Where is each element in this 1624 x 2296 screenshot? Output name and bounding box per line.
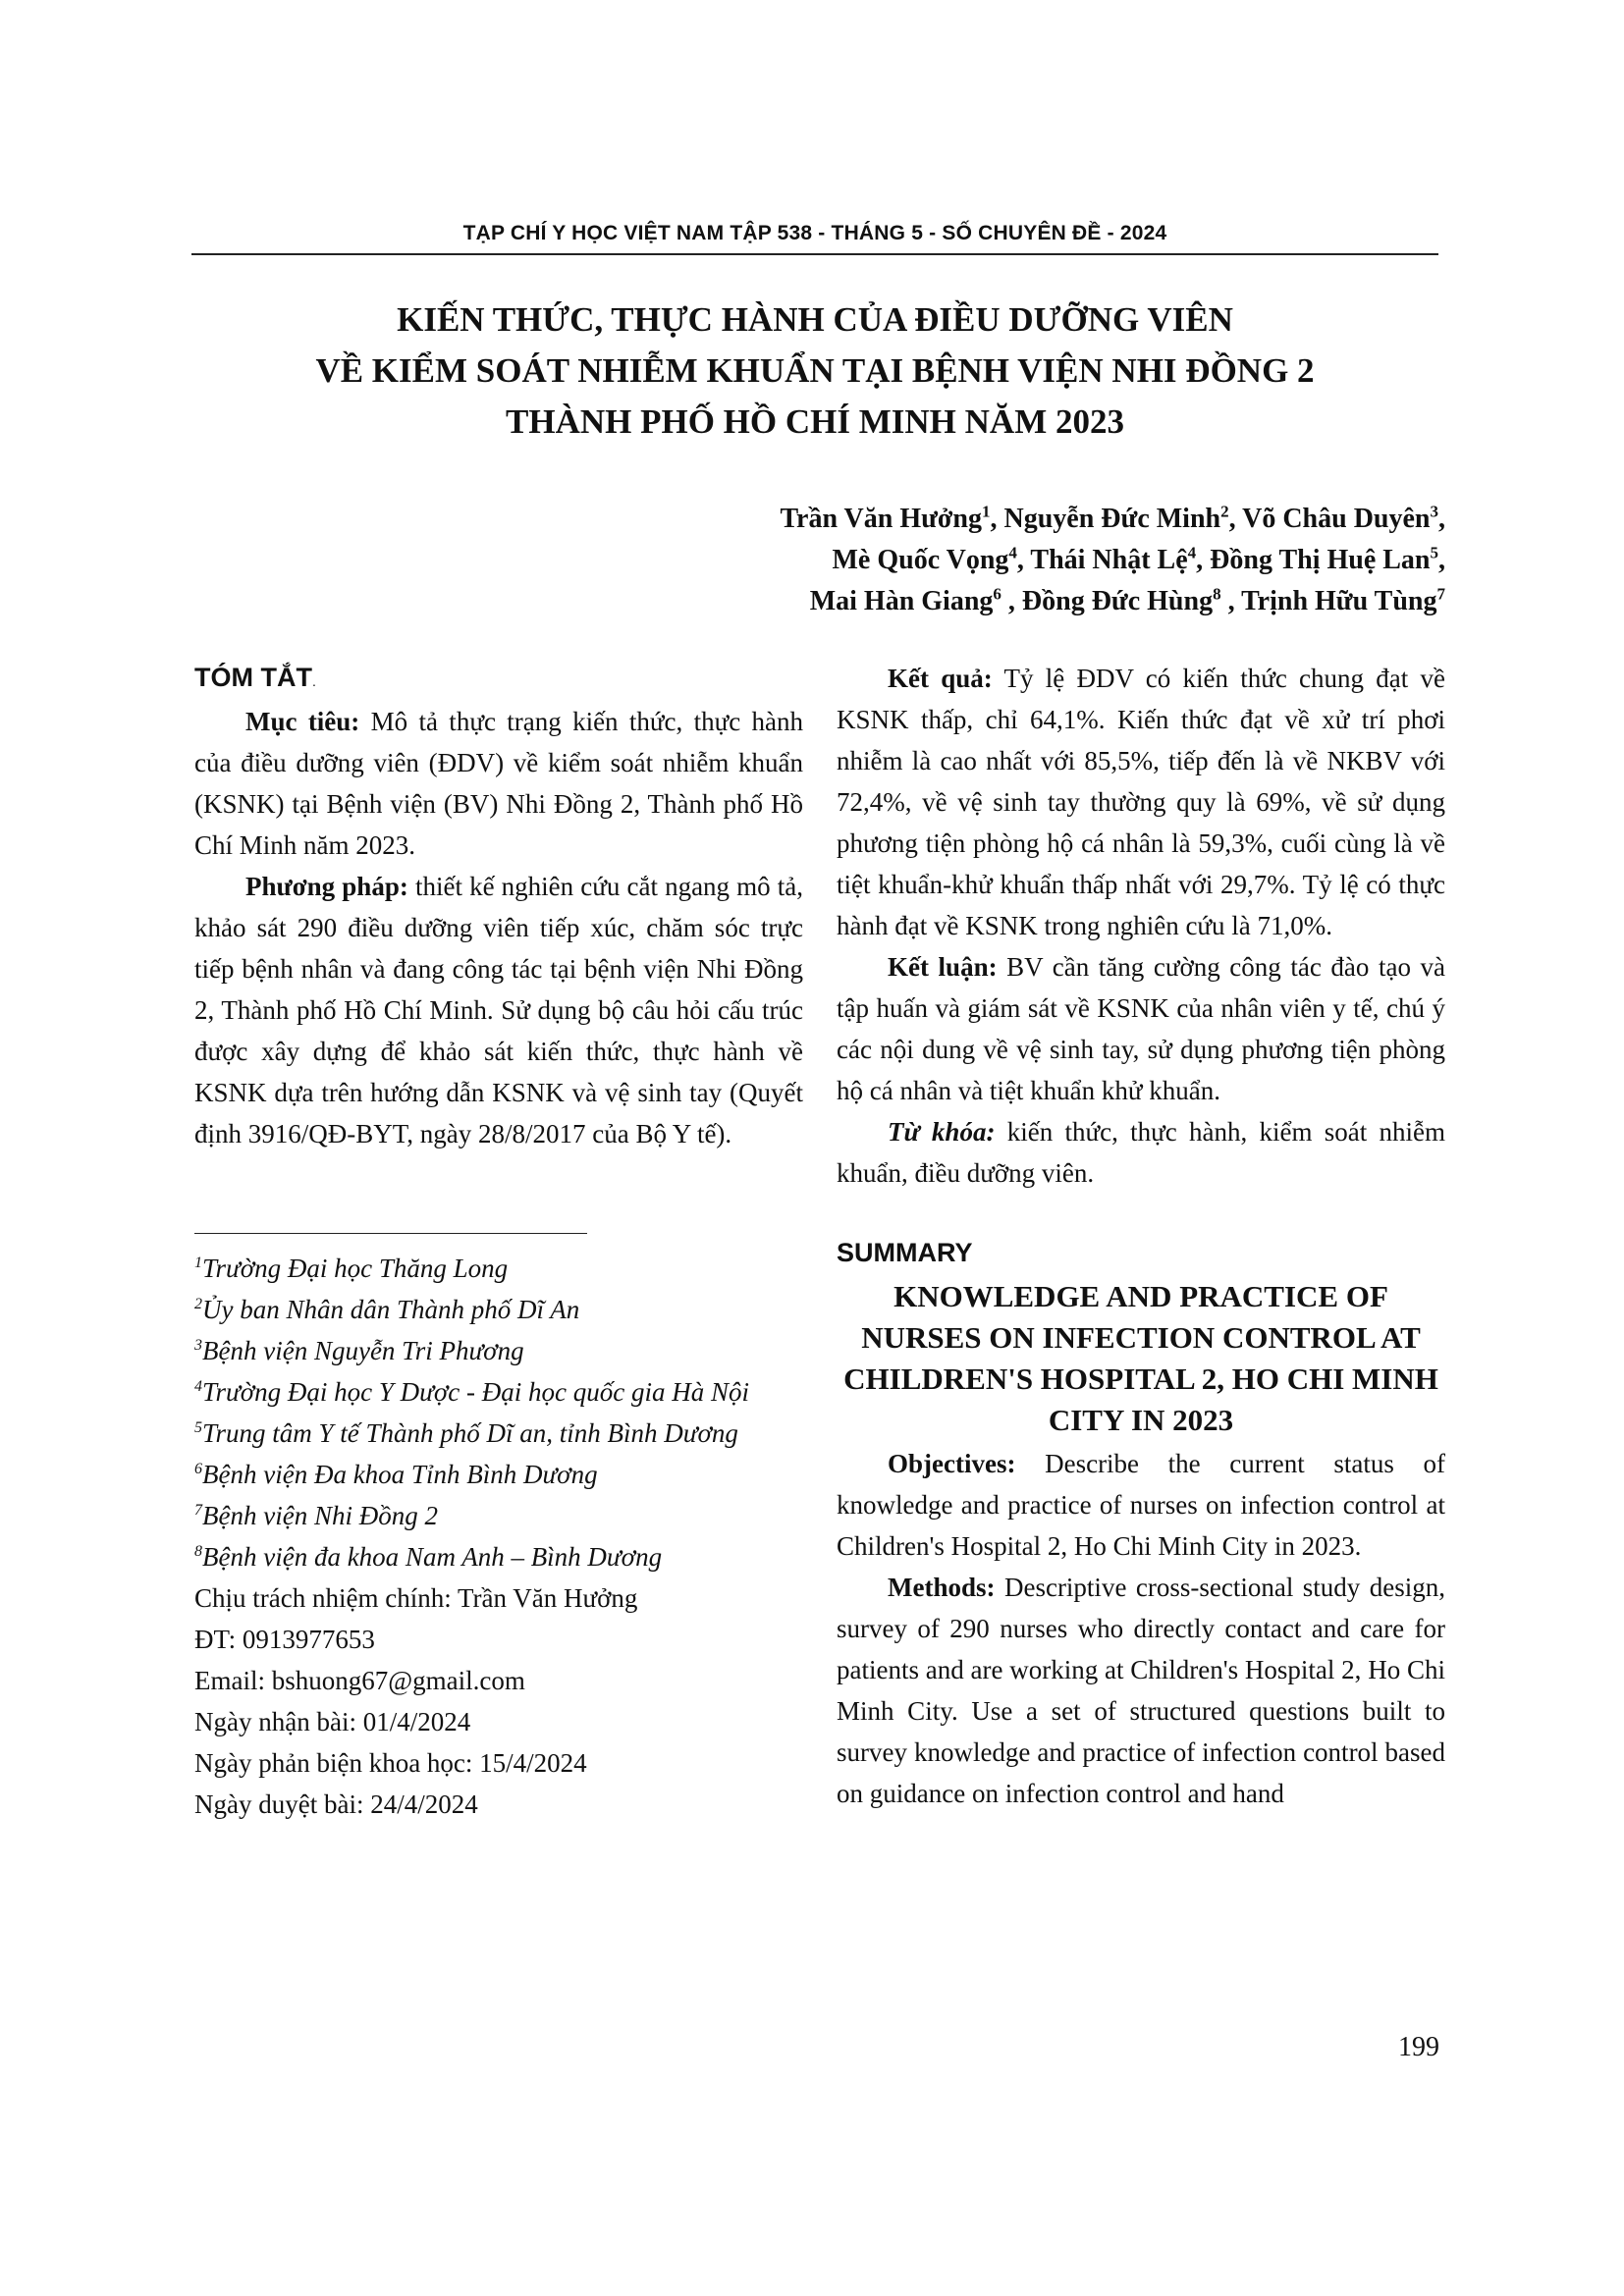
abstract-objective xyxy=(194,701,803,866)
author-affiliation-mark: 3 xyxy=(1430,502,1438,521)
affiliation-text: Bệnh viện Đa khoa Tỉnh Bình Dương xyxy=(202,1460,598,1489)
methods-text: thiết kế nghiên cứu cắt ngang mô tả, khảo sát 290 điều dưỡng viên tiếp xúc, chăm sóc trực tiếp bệnh nhân và đang công tác tại bệnh viện Nhi Đồng 2, Thành phố Hồ Chí Minh. Sử dụng bộ câu hỏi cấu trúc được xây dựng để khảo sát kiến thức, thực hành về KSNK dựa trên hướng dẫn KSNK và vệ sinh tay (Quyết định 3916/QĐ-BYT, ngày 28/8/2017 của Bộ Y tế). xyxy=(194,872,804,1148)
affiliation-text: Ủy ban Nhân dân Thành phố Dĩ An xyxy=(202,1295,580,1324)
footnote-mark: 1 xyxy=(194,1255,202,1271)
author-list xyxy=(780,499,1445,622)
footnote-mark: 5 xyxy=(194,1419,202,1436)
affiliation-text: Bệnh viện Nhi Đồng 2 xyxy=(202,1501,438,1530)
summary-methods xyxy=(837,1567,1445,1814)
footnote-mark: 2 xyxy=(194,1296,202,1312)
footnote-mark: 3 xyxy=(194,1337,202,1354)
affiliation-footnote xyxy=(194,1248,803,1289)
footnote-mark: 6 xyxy=(194,1461,202,1477)
author-affiliation-mark: 5 xyxy=(1430,543,1438,562)
summary-methods-text: Descriptive cross-sectional study design, survey of 290 nurses who directly contact and care for patients and are working at Children's Hospital 2, Ho Chi Minh City. Use a set of structured questions built to survey knowledge and practice of infection control based on guidance on infection control and hand xyxy=(837,1573,1446,1808)
phone-number: ĐT: 0913977653 xyxy=(194,1625,375,1654)
affiliation-text: Bệnh viện Nguyễn Tri Phương xyxy=(202,1336,524,1365)
summary-objectives xyxy=(837,1443,1445,1567)
summary-title: KNOWLEDGE AND PRACTICE OF NURSES ON INFECTION CONTROL AT CHILDREN'S HOSPITAL 2, HO CHI MINH CITY IN 2023 xyxy=(843,1279,1438,1437)
author-line: Mai Hàn Giang$^6$ , Đồng Đức Hùng$^8$ , Trịnh Hữu Tùng$^7$ xyxy=(809,584,1445,616)
footnote-mark: 4 xyxy=(194,1378,202,1395)
journal-header: TẠP CHÍ Y HỌC VIỆT NAM TẬP 538 - THÁNG 5 - SỐ CHUYÊN ĐỀ - 2024 xyxy=(462,222,1167,244)
affiliation-footnote xyxy=(194,1330,803,1371)
author-line: Mè Quốc Vọng$^4$, Thái Nhật Lệ$^4$, Đồng Thị Huệ Lan$^5$, xyxy=(832,543,1445,575)
title-line: KIẾN THỨC, THỰC HÀNH CỦA ĐIỀU DƯỠNG VIÊN xyxy=(397,300,1233,339)
affiliation-footnote xyxy=(194,1536,803,1577)
abstract-heading: TÓM TẮT. xyxy=(194,663,316,692)
article-title xyxy=(191,294,1438,448)
email-address: Email: bshuong67@gmail.com xyxy=(194,1666,525,1695)
author-name: Đồng Đức Hùng xyxy=(1021,586,1214,616)
affiliation-footnote xyxy=(194,1454,803,1495)
keywords-label: Từ khóa: xyxy=(888,1117,996,1147)
author-affiliation-mark: 7 xyxy=(1436,584,1445,604)
summary-objectives-text: Describe the current status of knowledge and practice of nurses on infection control at Children's Hospital 2, Ho Chi Minh City in 2023. xyxy=(837,1449,1445,1561)
abstract-conclusion xyxy=(837,946,1445,1111)
affiliation-footnote xyxy=(194,1413,803,1454)
author-name: Thái Nhật Lệ xyxy=(1030,545,1188,575)
right-column xyxy=(837,658,1445,1814)
author-affiliation-mark: 8 xyxy=(1213,584,1221,604)
author-affiliation-mark: 4 xyxy=(1008,543,1017,562)
keywords-text: kiến thức, thực hành, kiểm soát nhiễm khuẩn, điều dưỡng viên. xyxy=(837,1117,1445,1188)
author-name: Trần Văn Hưởng xyxy=(780,504,982,534)
author-name: Đồng Thị Huệ Lan xyxy=(1210,545,1431,575)
affiliation-text: Trung tâm Y tế Thành phố Dĩ an, tỉnh Bình Dương xyxy=(202,1418,738,1448)
author-affiliation-mark: 4 xyxy=(1187,543,1197,562)
affiliation-text: Trường Đại học Y Dược - Đại học quốc gia Hà Nội xyxy=(202,1377,750,1407)
page-number: 199 xyxy=(1398,2032,1439,2062)
title-line: THÀNH PHỐ HỒ CHÍ MINH NĂM 2023 xyxy=(506,402,1124,441)
author-affiliation-mark: 6 xyxy=(993,584,1001,604)
affiliation-footnote xyxy=(194,1495,803,1536)
date-accepted: Ngày duyệt bài: 24/4/2024 xyxy=(194,1789,478,1819)
objective-text: Mô tả thực trạng kiến thức, thực hành của điều dưỡng viên (ĐDV) về kiểm soát nhiễm khuẩn (KSNK) tại Bệnh viện (BV) Nhi Đồng 2, Thành phố Hồ Chí Minh năm 2023. xyxy=(194,707,804,860)
footnote-mark: 7 xyxy=(194,1502,202,1519)
footnote-mark: 8 xyxy=(194,1543,202,1560)
author-affiliation-mark: 1 xyxy=(982,502,991,521)
conclusion-label: Kết luận: xyxy=(888,952,998,982)
author-name: Trịnh Hữu Tùng xyxy=(1241,586,1437,616)
author-affiliation-mark: 2 xyxy=(1220,502,1229,521)
conclusion-text: BV cần tăng cường công tác đào tạo và tập huấn và giám sát về KSNK của nhân viên y tế, chú ý các nội dung về vệ sinh tay, sử dụng phương tiện phòng hộ cá nhân và tiệt khuẩn khử khuẩn. xyxy=(837,952,1445,1105)
author-name: Mai Hàn Giang xyxy=(809,586,994,616)
author-name: Võ Châu Duyên xyxy=(1242,504,1431,534)
abstract-methods xyxy=(194,866,803,1154)
affiliation-text: Bệnh viện đa khoa Nam Anh – Bình Dương xyxy=(202,1542,663,1572)
title-line: VỀ KIỂM SOÁT NHIỄM KHUẨN TẠI BỆNH VIỆN NHI ĐỒNG 2 xyxy=(315,351,1315,390)
author-name: Mè Quốc Vọng xyxy=(832,545,1009,575)
header-rule xyxy=(191,253,1438,255)
footnote-rule xyxy=(194,1233,587,1234)
author-name: Nguyễn Đức Minh xyxy=(1003,504,1221,534)
results-text: Tỷ lệ ĐDV có kiến thức chung đạt về KSNK thấp, chỉ 64,1%. Kiến thức đạt về xử trí phơi nhiễm là cao nhất với 85,5%, tiếp đến là về NKBV với 72,4%, về vệ sinh tay thường quy là 69%, về sử dụng phương tiện phòng hộ cá nhân là 59,3%, cuối cùng là về tiệt khuẩn-khử khuẩn thấp nhất với 29,7%. Tỷ lệ có thực hành đạt về KSNK trong nghiên cứu là 71,0%. xyxy=(837,664,1446,940)
methods-label: Phương pháp: xyxy=(245,872,408,901)
left-column xyxy=(194,658,803,1825)
abstract-keywords xyxy=(837,1111,1445,1194)
corresponding-author: Chịu trách nhiệm chính: Trần Văn Hưởng xyxy=(194,1583,638,1613)
affiliation-footnote xyxy=(194,1371,803,1413)
summary-methods-label: Methods: xyxy=(888,1573,996,1602)
date-reviewed: Ngày phản biện khoa học: 15/4/2024 xyxy=(194,1748,587,1778)
author-line: Trần Văn Hưởng$^1$, Nguyễn Đức Minh$^2$, Võ Châu Duyên$^3$, xyxy=(780,502,1445,534)
affiliation-footnote xyxy=(194,1289,803,1330)
abstract-results xyxy=(837,658,1445,946)
summary-heading: SUMMARY xyxy=(837,1238,973,1267)
date-received: Ngày nhận bài: 01/4/2024 xyxy=(194,1707,471,1736)
objective-label: Mục tiêu: xyxy=(245,707,360,736)
affiliation-text: Trường Đại học Thăng Long xyxy=(202,1254,509,1283)
results-label: Kết quả: xyxy=(888,664,993,693)
abstract-heading-text: TÓM TẮT xyxy=(194,663,312,692)
summary-objectives-label: Objectives: xyxy=(888,1449,1016,1478)
